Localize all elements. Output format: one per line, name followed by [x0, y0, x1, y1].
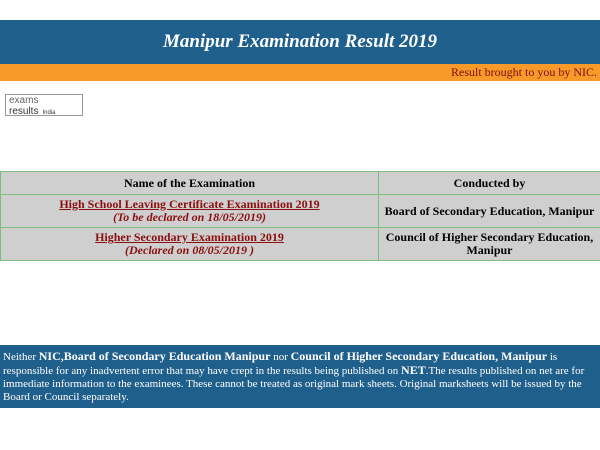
page-header	[0, 20, 600, 64]
disclaimer-text: .The results published on net are for immediate information to the examinees. These cannot be treated as original mark sheets. Original marksheets will be issued by the Board or Council separately.	[3, 365, 585, 403]
conducted-by-cell: Council of Higher Secondary Education, Manipur	[379, 228, 600, 261]
exam-cell	[1, 228, 379, 261]
page-title: Manipur Examination Result 2019	[163, 31, 437, 52]
conducted-by-cell: Board of Secondary Education, Manipur	[379, 195, 600, 228]
table-row	[1, 228, 600, 261]
disclaimer-text: Neither	[3, 351, 39, 363]
exams-results-logo[interactable]	[5, 94, 83, 116]
logo-line-india: India	[42, 110, 56, 116]
column-header-conducted-by: Conducted by	[379, 172, 600, 195]
disclaimer-bold: NET	[401, 363, 426, 377]
hslc-exam-link[interactable]: High School Leaving Certificate Examination 2019	[59, 197, 320, 211]
exam-status-note: (To be declared on 18/05/2019)	[113, 210, 266, 224]
disclaimer-bold: NIC,Board of Secondary Education Manipur	[38, 349, 271, 363]
results-table	[0, 171, 600, 261]
credit-bar	[0, 64, 600, 81]
credit-text: Result brought to you by NIC.	[451, 65, 597, 79]
table-header-row	[1, 172, 600, 195]
exam-status-note: (Declared on 08/05/2019 )	[125, 243, 254, 257]
disclaimer-bold: Council of Higher Secondary Education, Manipur	[290, 349, 548, 363]
exam-cell	[1, 195, 379, 228]
logo-line-exams: exams	[9, 95, 39, 106]
disclaimer-text: nor	[270, 351, 291, 363]
hse-exam-link[interactable]: Higher Secondary Examination 2019	[95, 230, 284, 244]
disclaimer-text: is responsible for any inadvertent error that may have crept in the results being published on	[3, 351, 558, 377]
logo-line-results: results	[9, 106, 39, 117]
column-header-exam-name: Name of the Examination	[1, 172, 379, 195]
table-row	[1, 195, 600, 228]
disclaimer	[0, 345, 600, 408]
